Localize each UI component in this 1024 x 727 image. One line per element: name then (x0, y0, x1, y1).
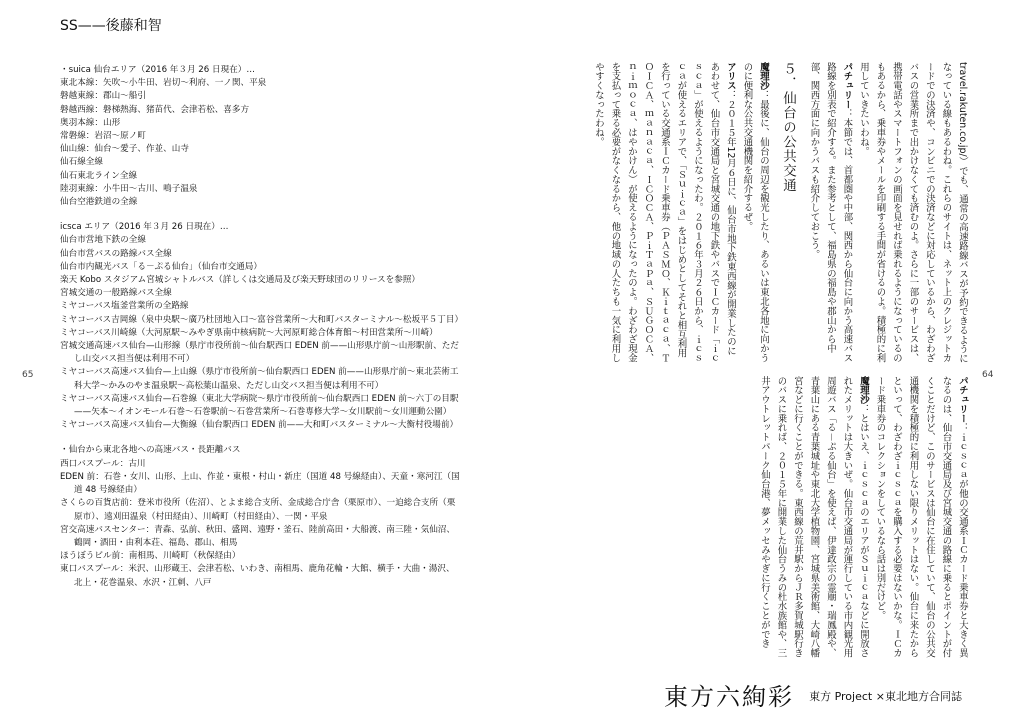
list-item: 仙石線全線 (60, 157, 103, 168)
dialogue-paragraph (738, 62, 771, 364)
page-number-right: 64 (982, 370, 994, 380)
dialogue-paragraph (590, 62, 739, 364)
list-item: 仙台空港鉄道の全線 (60, 197, 138, 208)
section-heading: ５．仙台の公共交通 (780, 62, 796, 193)
list-item: ミヤコーバス高速バス仙台—石巻線（東北大学病院〜県庁市役所前〜仙台駅西口 EDEN 前〜六丁の目駅——矢本〜イオンモール石巻〜石巻駅前〜石巻営業所〜石巻専修大学〜女川駅前〜女川運動公園） (60, 393, 459, 418)
book-title: 東方六絢彩 (664, 683, 794, 711)
list-item: 楽天 Kobo スタジアム宮城シャトルバス（詳しくは交通局及び楽天野球団のリリースを参照） (60, 275, 420, 286)
paragraph-text: ：とはいえ、ｉｃｓｃａのエリアがＳｕｉｃａなどに開放されたメリットは大きいぜ。仙台市交通局が運行している市内観光用周遊バス「る－ぷる仙台」を使えば、伊達政宗の霊廟・瑞鳳殿や、青葉山にある青葉城址や東北大学植物園、宮城県美術館、大崎八幡宮などに行くことができる。東西線の荒井駅からＪＲ多賀城駅行きのバスに乗れば、２０１５年に開業した仙台うみの杜水族館や、三井アウトレットパーク仙台港、夢メッセみやぎに行くことができ (759, 376, 869, 658)
dialogue-paragraph (871, 376, 970, 658)
list-item: ミヤコーバス高速バス仙台—大衡線（仙台駅西口 EDEN 前——大和町バスターミナル〜大衡村役場前） (60, 420, 459, 431)
speaker-name: 魔理沙 (758, 62, 769, 91)
list-item: ミヤコーバス吉岡線（泉中央駅〜廣乃杜団地入口〜富谷営業所〜大和町バスターミナル〜松坂平５丁目） (60, 314, 464, 325)
list-item: EDEN 前：石巻・女川、山形、上山、作並・東根・村山・新庄（国道 48 号線経由）、天童・寒河江（国道 48 号線経由） (60, 471, 460, 496)
list-item: 宮城交通の一般路線バス全線 (60, 288, 172, 299)
list-item: さくらの百貨店前：登米市役所（佐沼）、とよま総合支所、金成総合庁舎（栗原市）、一迫総合支所（栗原市）、遠刈田温泉（村田経由）、川崎町（村田経由）、一関・平泉 (60, 498, 456, 522)
list-item: icsca エリア（2016 年３月 26 日現在）… (60, 222, 229, 233)
suica-area-section (60, 64, 460, 209)
speaker-name: パチュリー (957, 376, 968, 423)
list-item: 仙台市営バスの路線バス全線 (60, 248, 172, 259)
author-header: SS——後藤和智 (60, 18, 162, 34)
list-item: 仙台市内観光バス「る－ぷる仙台」（仙台市交通局） (60, 261, 262, 272)
list-item: 宮城交通高速バス仙台—山形線（県庁市役所前〜仙台駅西口 EDEN 前——山形県庁前〜山形駅前、ただし山交バス担当便は利用不可） (60, 341, 459, 365)
paragraph-text: ：本節では、首都圏や中部、関西から仙台に向かう高速バス路線を別表で紹介する。また参考として、福島県の福島や郡山から中部、関西方面に向かうバスも紹介しておこう。 (808, 62, 853, 363)
right-lower-column-block (565, 376, 970, 658)
highway-bus-section (60, 444, 460, 589)
dialogue-paragraph (756, 376, 872, 658)
right-upper-column-block (565, 62, 970, 364)
list-item: ・suica 仙台エリア（2016 年３月 26 日現在）… (60, 65, 255, 75)
list-item: 仙石東北ライン全線 (60, 170, 138, 181)
list-item: 奥羽本線：山形 (60, 117, 121, 128)
list-item: 常磐線：岩沼〜原ノ町 (60, 131, 146, 142)
list-item: 陸羽東線：小牛田〜古川、鳴子温泉 (60, 183, 198, 194)
list-item: 仙台市営地下鉄の全線 (60, 235, 146, 246)
list-item: ・仙台から東北各地への高速バス・長距離バス (60, 445, 241, 456)
list-item: ミヤコーバス高速バス仙台—上山線（県庁市役所前〜仙台駅西口 EDEN 前——山形県庁前〜東北芸術工科大学〜かみのやま温泉駅〜高松葉山温泉、ただし山交バス担当便は利用不可） (60, 367, 459, 391)
dialogue-paragraph (805, 62, 855, 364)
paragraph-text: ：２０１５年12月６日に、仙台市地下鉄東西線が開業したのにあわせて、仙台市交通局と宮城交通の地下鉄やバスでＩＣカード「ｉｃｓｃａ」が使えるようになったわ。２０１６年３月２６日から、ｉｃｓｃａが使えるエリアで、「Ｓｕｉｃａ」をはじめとしてそれと相互利用を行っている交通系ＩＣカード乗車券（ＰＡＳＭＯ、Ｋｉｔａｃａ、ＴＯＩＣＡ、ｍａｎａｃａ、ＩＣＯＣＡ、ＰｉＴａＰａ、ＳＵＧＯＣＡ、ｎｉｍｏｃａ、はやかけん）が使えるようになったのよ。わざわざ現金を支払って乗る必要がなくなるから、他の地域の人たちも一気に利用しやすくなったわね。 (593, 62, 736, 363)
book-footer (664, 682, 994, 716)
paragraph-text: travel.rakuten.co.jp/）でも、通常の高速路線バスが予約できるようになっている線もあるわね。これらのサイトは、ネット上のクレジットカードでの決済や、コンビニでの決済などに対応しているから、わざわざバスの営業所まで出かけなくても済むのよ。さらに一部のサービスは、携帯電話やスマートフォンの画面を見せれば乗れるようになっているのもあるから、乗車券やメールを印刷する手間が省けるのよ。積極的に利用していきたいわね。 (858, 62, 968, 364)
list-item: 磐越西線：磐梯熱海、猪苗代、会津若松、喜多方 (60, 104, 250, 115)
page-number-left: 65 (22, 370, 34, 380)
list-item: 東北本線：矢吹〜小牛田、岩切〜利府、一ノ関、平泉 (60, 78, 267, 89)
list-item: ほうぼうビル前：南相馬、川崎町（秋保経由） (60, 551, 241, 562)
list-item: 東口バスプール：米沢、山形蔵王、会津若松、いわき、南相馬、鹿角花輪・大館、横手・大曲・湯沢、北上・花巻温泉、水沢・江刺、八戸 (60, 564, 455, 588)
icsca-area-section (60, 221, 464, 432)
speaker-name: 魔理沙 (858, 376, 869, 405)
transit-area-list (60, 64, 464, 602)
list-item: 磐越東線：郡山〜船引 (60, 91, 146, 102)
list-item: 西口バスプール：古川 (60, 458, 146, 469)
paragraph-text: ：ｉｃｓｃａが他の交通系ＩＣカード乗車券と大きく異なるのは、仙台市交通局及び宮城交通の路線に乗るとポイントが付くことだけど、このサービスは仙台に在住していて、仙台の公共交通機関を積極的に利用しない限りメリットはない。仙台に来たからといって、わざわざｉｃｓｃａを購入する必要はないかな。ＩＣカード乗車券のコレクションをしているなら話は別だけど。 (874, 376, 968, 658)
speaker-name: パチュリー (841, 62, 853, 109)
speaker-name: アリス (725, 62, 736, 91)
list-item: 宮交高速バスセンター：青森、弘前、秋田、盛岡、遠野・釜石、陸前高田・大船渡、南三陸・気仙沼、鶴岡・酒田・由利本荘、福島、郡山、相馬 (60, 524, 455, 548)
paragraph-text: ：最後に、仙台の周辺を観光したり、あるいは東北各地に向かうのに便利な公共交通機関を紹介するぜ。 (741, 62, 769, 363)
list-item: 仙山線：仙台〜愛子、作並、山寺 (60, 144, 189, 155)
list-item: ミヤコーバス川崎線（大河原駅〜みやぎ県南中核病院〜大河原町総合体育館〜村田営業所〜川崎） (60, 327, 438, 338)
list-item: ミヤコーバス塩釜営業所の全路線 (60, 301, 189, 312)
book-subtitle: 東方 Project ×東北地方合同誌 (809, 690, 962, 703)
dialogue-paragraph (855, 62, 971, 364)
